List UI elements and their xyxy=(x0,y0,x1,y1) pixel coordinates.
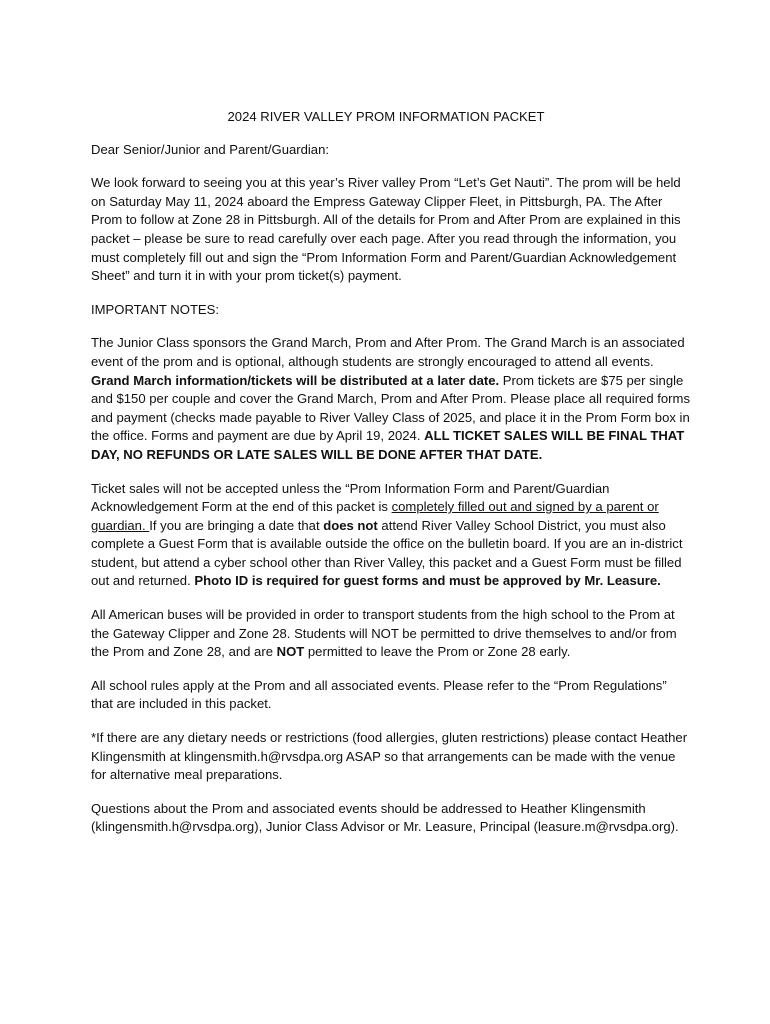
text-run: If you are bringing a date that xyxy=(149,517,324,533)
transport-paragraph xyxy=(91,606,691,662)
greeting: Dear Senior/Junior and Parent/Guardian: xyxy=(91,141,330,157)
text-run: Prom tickets are $75 per single and $150 per couple and cover the Grand March, Prom and After Prom. Please place all required forms and payment (checks made payable to River Valley Class of 2025, and place it in the Prom Form box in the office. Forms and payment are due by April 19, 2024. xyxy=(91,372,690,444)
text-run: permitted to leave the Prom or Zone 28 early. xyxy=(304,644,571,660)
notes-heading: IMPORTANT NOTES: xyxy=(91,301,220,317)
bold-text: ALL TICKET SALES WILL BE FINAL THAT DAY, NO REFUNDS OR LATE SALES WILL BE DONE AFTER THAT DATE. xyxy=(91,428,685,462)
text-run: All American buses will be provided in order to transport students from the high school to the Prom at the Gateway Clipper and Zone 28. Students will NOT be permitted to drive themselves to and/or from the Prom and Zone 28, and are xyxy=(91,607,677,660)
text-run: Ticket sales will not be accepted unless the “Prom Information Form and Parent/Guardian Acknowledgement Form at the end of this packet is xyxy=(91,480,610,515)
dietary-paragraph: *If there are any dietary needs or restrictions (food allergies, gluten restrictions) please contact Heather Klingensmith at klingensmith.h@rvsdpa.org ASAP so that arrangements can be made with the venue for alternative meal preparations. xyxy=(91,730,688,783)
rules-paragraph: All school rules apply at the Prom and all associated events. Please refer to the “Prom Regulations” that are included in this packet. xyxy=(91,677,667,712)
bold-text: Photo ID is required for guest forms and must be approved by Mr. Leasure. xyxy=(194,573,661,589)
bold-text: Grand March information/tickets will be distributed at a later date. xyxy=(91,372,500,388)
document-title: 2024 RIVER VALLEY PROM INFORMATION PACKET xyxy=(227,109,545,124)
questions-paragraph: Questions about the Prom and associated events should be addressed to Heather Klingensmith (klingensmith.h@rvsdpa.org), Junior Class Advisor or Mr. Leasure, Principal (leasure.m@rvsdpa.org). xyxy=(91,800,679,835)
ticket-info-paragraph xyxy=(91,334,691,464)
bold-text: does not xyxy=(323,517,378,533)
document-page xyxy=(91,108,691,852)
underlined-text: completely filled out and signed by a parent or guardian. xyxy=(91,499,659,533)
ticket-sales-paragraph xyxy=(91,480,691,592)
intro-paragraph: We look forward to seeing you at this year’s River valley Prom “Let’s Get Nauti”. The prom will be held on Saturday May 11, 2024 aboard the Empress Gateway Clipper Fleet, in Pittsburgh, PA. The After Prom to follow at Zone 28 in Pittsburgh. All of the details for Prom and After Prom are explained in this packet – please be sure to read carefully over each page. After you read through the information, you must completely fill out and sign the “Prom Information Form and Parent/Guardian Acknowledgement Sheet” and turn it in with your prom ticket(s) payment. xyxy=(91,175,681,284)
text-run: The Junior Class sponsors the Grand March, Prom and After Prom. The Grand March is an associated event of the prom and is optional, although students are strongly encouraged to attend all events. xyxy=(91,335,685,369)
text-run: attend River Valley School District, you must also complete a Guest Form that is available outside the office on the bulletin board. If you are an in-district student, but attend a cyber school other than River Valley, this packet and a Guest Form must be filled out and returned. xyxy=(91,517,683,589)
bold-text: NOT xyxy=(276,644,305,660)
